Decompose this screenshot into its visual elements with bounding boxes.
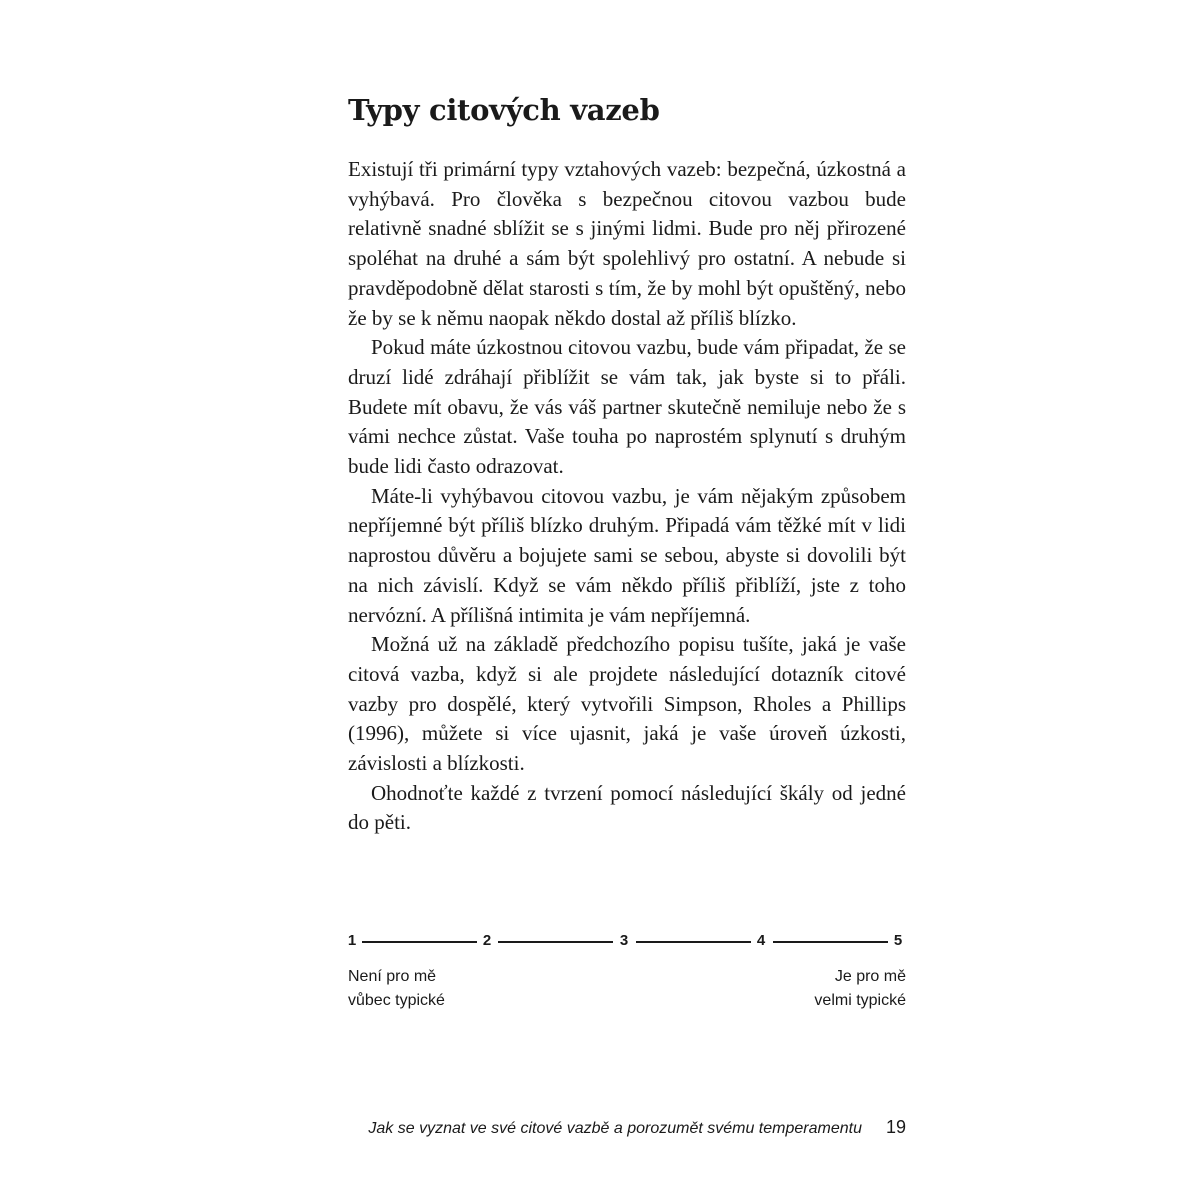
- rating-scale: [348, 928, 906, 956]
- scale-line: [362, 941, 477, 943]
- scale-label-high: [814, 965, 906, 1013]
- scale-line: [636, 941, 751, 943]
- scale-label-low-line1: Není pro mě: [348, 968, 437, 985]
- running-footer-title: Jak se vyznat ve své citové vazbě a porozumět svému temperamentu: [368, 1120, 862, 1137]
- scale-label-low: [348, 965, 445, 1013]
- paragraph: Pokud máte úzkostnou citovou vazbu, bude vám připadat, že se druzí lidé zdráhají přiblížit se vám tak, jak byste si to přáli. Budete mít obavu, že vás váš partner skutečně nemiluje nebo že s vámi nechce zůstat. Vaše touha po naprostém splynutí s druhým bude lidi často odrazovat.: [348, 335, 906, 479]
- scale-label-high-line2: velmi typické: [814, 992, 906, 1009]
- paragraph: Existují tři primární typy vztahových vazeb: bezpečná, úzkostná a vyhýbavá. Pro člověka s bezpečnou citovou vazbou bude relativně snadné sblížit se s jinými lidmi. Bude pro něj přirozené spoléhat na druhé a sám být spolehlivý pro ostatní. A nebude si pravděpodobně dělat starosti s tím, že by mohl být opuštěný, nebo že by se k němu naopak někdo dostal až příliš blízko.: [348, 157, 906, 330]
- section-heading: Typy citových vazeb: [348, 93, 660, 127]
- paragraph: Možná už na základě předchozího popisu tušíte, jaká je vaše citová vazba, když si ale projdete následující dotazník citové vazby pro dospělé, který vytvořili Simpson, Rholes a Phillips (1996), můžete si více ujasnit, jaká je vaše úroveň úzkosti, závislosti a blízkosti.: [348, 632, 906, 776]
- scale-point-1: 1: [347, 932, 357, 949]
- book-page: [348, 0, 906, 1200]
- scale-point-3: 3: [619, 932, 629, 949]
- scale-point-2: 2: [482, 932, 492, 949]
- scale-line: [773, 941, 888, 943]
- scale-label-high-line1: Je pro mě: [834, 968, 906, 985]
- paragraph: Máte-li vyhýbavou citovou vazbu, je vám nějakým způsobem nepříjemné být příliš blízko druhým. Připadá vám těžké mít v lidi naprostou důvěru a bojujete sami se sebou, abyste si dovolili být na nich závislí. Když se vám někdo příliš přiblíží, jste z toho nervózní. A přílišná intimita je vám nepříjemná.: [348, 483, 906, 627]
- paragraph: Ohodnoťte každé z tvrzení pomocí následující škály od jedné do pěti.: [348, 780, 906, 835]
- scale-point-5: 5: [893, 932, 903, 949]
- body-text: [348, 155, 906, 838]
- page-footer: [306, 1117, 906, 1138]
- scale-line: [498, 941, 613, 943]
- scale-label-low-line2: vůbec typické: [348, 992, 445, 1009]
- scale-point-4: 4: [756, 932, 766, 949]
- page-number: 19: [885, 1117, 906, 1137]
